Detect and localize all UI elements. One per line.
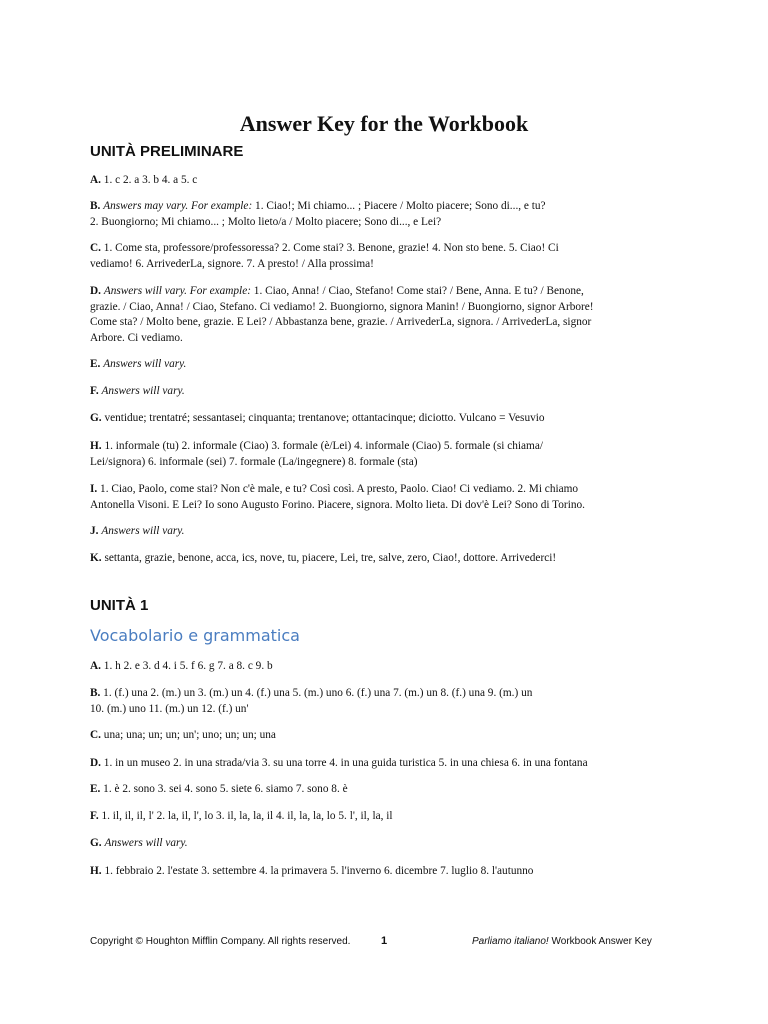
exercise-u1-a: A. 1. h 2. e 3. d 4. i 5. f 6. g 7. a 8. c 9. b: [90, 660, 273, 672]
exercise-prelim-a: A. 1. c 2. a 3. b 4. a 5. c: [90, 174, 198, 186]
exercise-prelim-b: B. Answers may vary. For example: 1. Ciao!; Mi chiamo... ; Piacere / Molto piacere; Sono di..., e tu? 2. Buongiorno; Mi chiamo... ; Molto lieto/a / Molto piacere; Sono di..., e Lei?: [90, 200, 546, 228]
exercise-prelim-f: F. Answers will vary.: [90, 385, 185, 397]
vocabolario-heading: Vocabolario e grammatica: [90, 626, 300, 645]
exercise-u1-f: F. 1. il, il, il, l' 2. la, il, l', lo 3. il, la, la, il 4. il, la, la, lo 5. l', il, la, il: [90, 810, 393, 822]
exercise-prelim-j: J. Answers will vary.: [90, 525, 185, 537]
unit-1-heading: UNITÀ 1: [90, 597, 149, 614]
exercise-prelim-k: K. settanta, grazie, benone, acca, ics, nove, tu, piacere, Lei, tre, salve, zero, Ciao!, dottore. Arrivederci!: [90, 552, 557, 564]
exercise-prelim-d: D. Answers will vary. For example: 1. Ciao, Anna! / Ciao, Stefano! Come stai? / Bene, Anna. E tu? / Benone, grazie. / Ciao, Anna! / Ciao, Stefano. Ci vediamo! 2. Buongiorno, signora Manin! / Buongiorno, signor Arbore! Come sta? / Molto bene, grazie. E Lei? / Abbastanza bene, grazie. / ArrivederLa, signora. / ArrivederLa, signor Arbore. Ci vediamo.: [90, 285, 594, 344]
copyright-notice: Copyright © Houghton Mifflin Company. All rights reserved.: [90, 936, 351, 947]
exercise-prelim-h: H. 1. informale (tu) 2. informale (Ciao) 3. formale (è/Lei) 4. informale (Ciao) 5. formale (si chiama/ Lei/signora) 6. informale (sei) 7. formale (La/ingegnere) 8. formale (sta): [90, 440, 543, 468]
exercise-prelim-e: E. Answers will vary.: [90, 358, 187, 370]
exercise-prelim-c: C. 1. Come sta, professore/professoressa? 2. Come stai? 3. Benone, grazie! 4. Non sto bene. 5. Ciao! Ci vediamo! 6. ArrivederLa, signore. 7. A presto! / Alla prossima!: [90, 242, 559, 270]
book-title-footer: Parliamo italiano! Workbook Answer Key: [472, 936, 652, 947]
unit-preliminare-heading: UNITÀ PRELIMINARE: [90, 143, 244, 160]
page-title: Answer Key for the Workbook: [239, 111, 529, 136]
exercise-u1-d: D. 1. in un museo 2. in una strada/via 3. su una torre 4. in una guida turistica 5. in una chiesa 6. in una fontana: [90, 757, 588, 769]
exercise-prelim-i: I. 1. Ciao, Paolo, come stai? Non c'è male, e tu? Così così. A presto, Paolo. Ciao! Ci vediamo. 2. Mi chiamo Antonella Visoni. E Lei? Io sono Augusto Forino. Piacere, signora. Molto lieta. Di dov'è Lei? Sono di Torino.: [90, 483, 585, 511]
exercise-u1-h: H. 1. febbraio 2. l'estate 3. settembre 4. la primavera 5. l'inverno 6. dicembre 7. luglio 8. l'autunno: [90, 865, 534, 877]
exercise-u1-b: B. 1. (f.) una 2. (m.) un 3. (m.) un 4. (f.) una 5. (m.) uno 6. (f.) una 7. (m.) un 8. (f.) una 9. (m.) un 10. (m.) uno 11. (m.) un 12. (f.) un': [90, 687, 533, 715]
exercise-prelim-g: G. ventidue; trentatré; sessantasei; cinquanta; trentanove; ottantacinque; diciotto. Vulcano = Vesuvio: [90, 412, 545, 424]
page-number: 1: [381, 935, 388, 947]
exercise-u1-e: E. 1. è 2. sono 3. sei 4. sono 5. siete 6. siamo 7. sono 8. è: [90, 783, 348, 795]
exercise-u1-c: C. una; una; un; un; un'; uno; un; un; una: [90, 729, 276, 741]
exercise-u1-g: G. Answers will vary.: [90, 837, 188, 849]
